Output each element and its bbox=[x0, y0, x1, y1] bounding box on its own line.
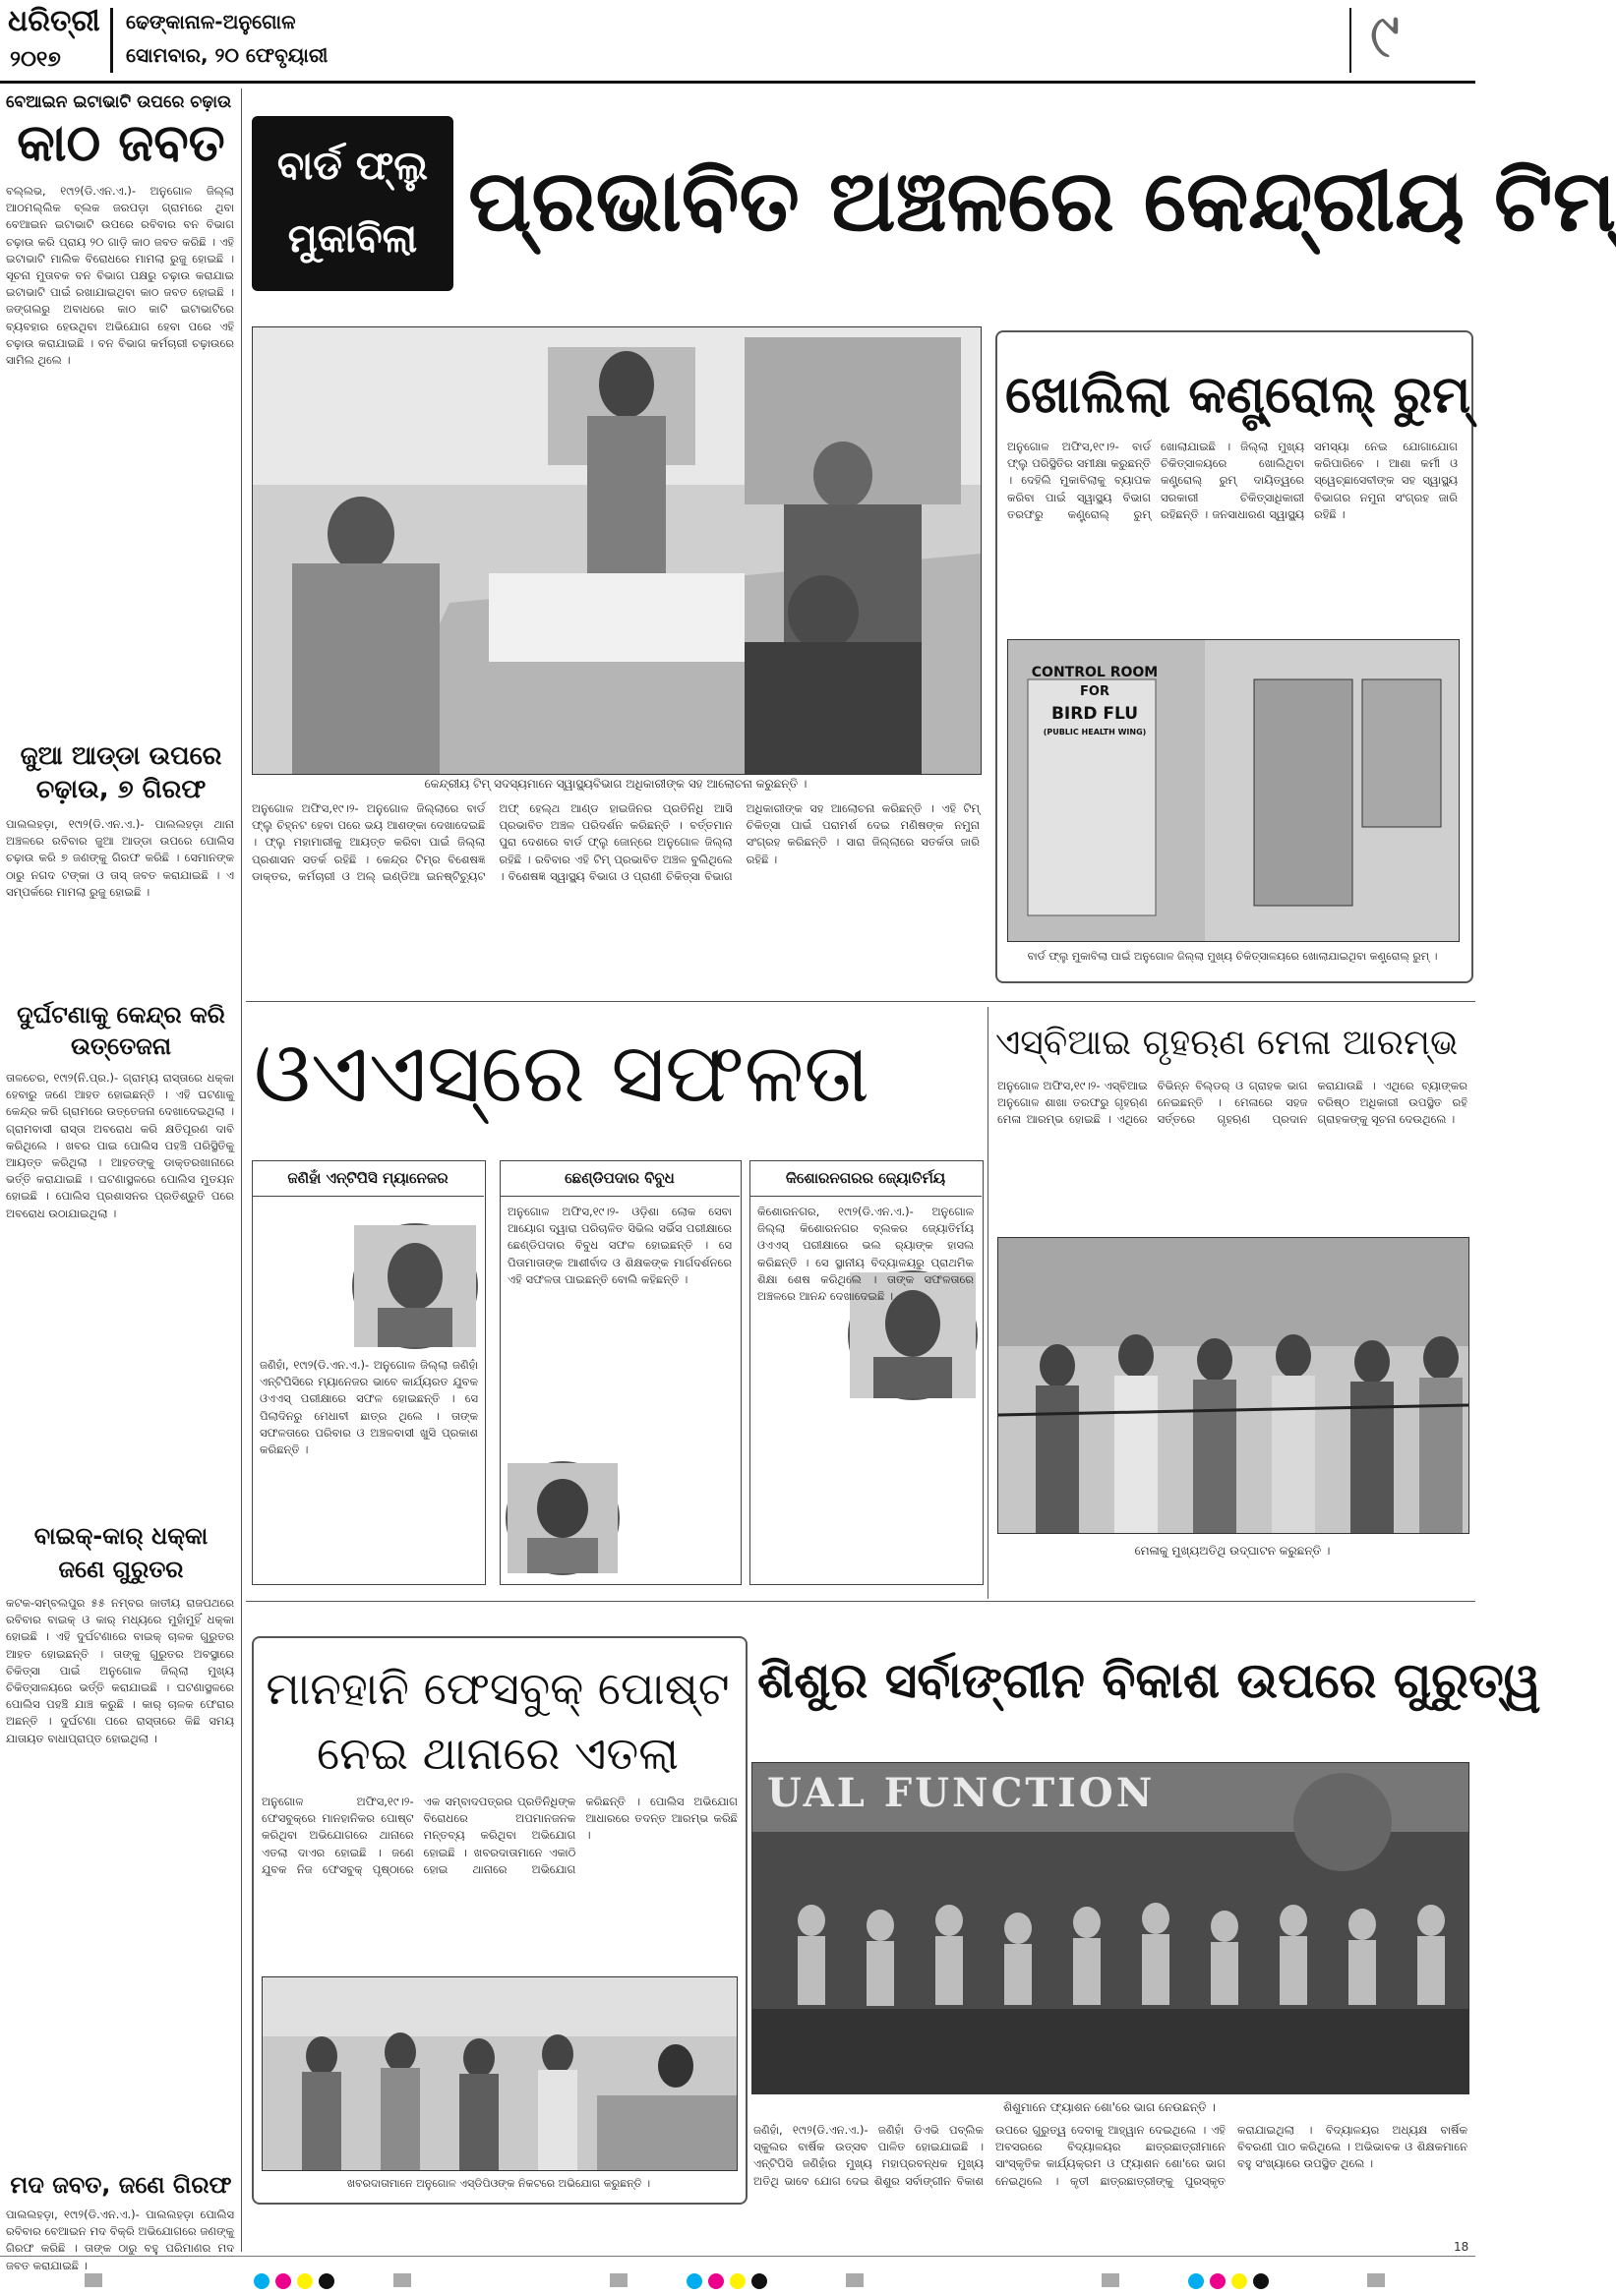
oas-headline: ଓଏଏସ୍‌ରେ ସଫଳତା bbox=[254, 1025, 870, 1121]
child-caption: ଶିଶୁମାନେ ଫ୍ୟାଶନ ଶୋ'ରେ ଭାଗ ନେଉଛନ୍ତି । bbox=[1003, 2100, 1216, 2114]
story2-headline-line2: ଚଢ଼ାଉ, ୭ ଗିରଫ bbox=[35, 775, 207, 804]
section-rule-2 bbox=[246, 1601, 1475, 1602]
magenta-dot bbox=[275, 2273, 291, 2289]
child-headline: ଶିଶୁର ସର୍ବାଙ୍ଗୀନ ବିକାଶ ଉପରେ ଗୁରୁତ୍ୱ bbox=[757, 1652, 1541, 1709]
kicker-line1: ବାର୍ଡ ଫ୍ଲୁ bbox=[276, 144, 429, 189]
profile1-portrait bbox=[352, 1223, 478, 1349]
control-room-sign-line4: (PUBLIC HEALTH WING) bbox=[1043, 728, 1147, 736]
sbi-headline: ଏସ୍‌ବିଆଇ ଗୃହଋଣ ମେଳା ଆରମ୍ଭ bbox=[995, 1023, 1459, 1063]
story2-headline-line1: ଜୁଆ ଆଡ୍ଡା ଉପରେ bbox=[20, 741, 222, 771]
sbi-body: ଅନୁଗୋଳ ଅଫିସ,୧୯।୨- ଏସ୍‌ବିଆଇ ଅନୁଗୋଳ ଶାଖା ତରଫରୁ ଗୃହଋଣ ମେଳା ଆରମ୍ଭ ହୋଇଛି । ଏଥିରେ ବିଭିନ୍ନ ବିଲ୍ଡର୍ ଓ ଗ୍ରାହକ ଭାଗ ନେଇଛନ୍ତି । ମେଳାରେ ସହଜ ସର୍ତ୍ତରେ ଗୃହଋଣ ପ୍ରଦାନ କରାଯାଉଛି । ଏଥିରେ ବ୍ୟାଙ୍କର ବରିଷ୍ଠ ଅଧିକାରୀ ଉପସ୍ଥିତ ରହି ଗ୍ରାହକଙ୍କୁ ସୂଚନା ଦେଉଥିଲେ । bbox=[997, 1079, 1467, 1127]
profile3-title: କିଶୋରନଗରର ଜ୍ୟୋତିର୍ମୟ bbox=[749, 1160, 982, 1197]
main-story-kicker bbox=[252, 116, 453, 291]
left-column bbox=[6, 87, 236, 2272]
sbi-caption: ମେଳାକୁ ମୁଖ୍ୟଅତିଥି ଉଦ୍‌ଘାଟନ କରୁଛନ୍ତି । bbox=[1134, 1544, 1331, 1558]
child-body: ଜଣିହାଁ, ୧୯ା୨(ଡି.ଏନ.ଏ.)- ଜଣିହାଁ ଡିଏଭି ପବ୍ଲିକ ସ୍କୁଲର ବାର୍ଷିକ ଉତ୍ସବ ପାଳିତ ହୋଇଯାଇଛି । ଏନ୍‌ଟିପିସି ଜଣିହାଁର ମୁଖ୍ୟ ମହାପ୍ରବନ୍ଧକ ମୁଖ୍ୟ ଅତିଥି ଭାବେ ଯୋଗ ଦେଇ ଶିଶୁର ସର୍ବାଙ୍ଗୀନ ବିକାଶ ଉପରେ ଗୁରୁତ୍ୱ ଦେବାକୁ ଆହ୍ୱାନ ଦେଇଥିଲେ । ଏହି ଅବସରରେ ବିଦ୍ୟାଳୟର ଛାତ୍ରଛାତ୍ରୀମାନେ ସାଂସ୍କୃତିକ କାର୍ଯ୍ୟକ୍ରମ ଓ ଫ୍ୟାଶନ ଶୋ'ରେ ଭାଗ ନେଇଥିଲେ । କୃତୀ ଛାତ୍ରଛାତ୍ରୀଙ୍କୁ ପୁରସ୍କୃତ କରାଯାଇଥିଲା । ବିଦ୍ୟାଳୟର ଅଧ୍ୟକ୍ଷ ବାର୍ଷିକ ବିବରଣୀ ପାଠ କରିଥିଲେ । ଅଭିଭାବକ ଓ ଶିକ୍ଷକମାନେ ବହୁ ସଂଖ୍ୟାରେ ଉପସ୍ଥିତ ଥିଲେ । bbox=[753, 2123, 1467, 2188]
story1-kicker: ବେଆଇନ ଇଟାଭାଟି ଉପରେ ଚଢ଼ାଉ bbox=[6, 92, 232, 112]
masthead-logo: ଧରିତ୍ରୀ bbox=[8, 4, 100, 38]
sbi-illustration bbox=[998, 1238, 1468, 1533]
story4-headline-line2: ଜଣେ ଗୁରୁତର bbox=[58, 1556, 184, 1583]
main-story-photo bbox=[252, 326, 982, 775]
footer-rule bbox=[0, 2256, 1475, 2257]
profile1-body: ଜଣିହାଁ, ୧୯ା୨(ଡି.ଏନ.ଏ.)- ଅନୁଗୋଳ ଜିଲ୍ଲା ଜଣିହାଁ ଏନ୍‌ଟିପିସିରେ ମ୍ୟାନେଜର ଭାବେ କାର୍ଯ୍ୟରତ ଯୁବକ ଓଏଏସ୍ ପରୀକ୍ଷାରେ ସଫଳ ହୋଇଛନ୍ତି । ସେ ପିଲାଦିନରୁ ମେଧାବୀ ଛାତ୍ର ଥିଲେ । ତାଙ୍କ ସଫଳତାରେ ପରିବାର ଓ ଅଞ୍ଚଳବାସୀ ଖୁସି ପ୍ରକାଶ କରିଛନ୍ତି । bbox=[260, 1358, 478, 1457]
story4-headline-line1: ବାଇକ୍-କାର୍ ଧକ୍କା bbox=[33, 1522, 209, 1550]
magenta-dot bbox=[708, 2273, 724, 2289]
masthead-rule bbox=[0, 81, 1475, 84]
story4-body: କଟକ-ସମ୍ବଲପୁର ୫୫ ନମ୍ବର ଜାତୀୟ ରାଜପଥରେ ରବିବାର ବାଇକ୍ ଓ କାର୍ ମଧ୍ୟରେ ମୁହାଁମୁହିଁ ଧକ୍କା ହୋଇଛି । ଏହି ଦୁର୍ଘଟଣାରେ ବାଇକ୍ ଚାଳକ ଗୁରୁତର ଆହତ ହୋଇଛନ୍ତି । ତାଙ୍କୁ ଗୁରୁତର ଅବସ୍ଥାରେ ଚିକିତ୍ସା ପାଇଁ ଅନୁଗୋଳ ଜିଲ୍ଲା ମୁଖ୍ୟ ଚିକିତ୍ସାଳୟରେ ଭର୍ତ୍ତି କରାଯାଇଛି । ଘଟଣାସ୍ଥଳରେ ପୋଲିସ ପହଞ୍ଚି ଯାଞ୍ଚ କରୁଛି । କାର୍ ଚାଳକ ଫେରାର ଅଛନ୍ତି । ଦୁର୍ଘଟଣା ପରେ ରାସ୍ତାରେ କିଛି ସମୟ ଯାତାୟତ ବାଧାପ୍ରାପ୍ତ ହୋଇଥିଲା । bbox=[6, 1596, 234, 1745]
section-rule-1 bbox=[246, 1001, 1475, 1002]
facebook-headline-line1: ମାନହାନି ଫେସବୁକ୍ ପୋଷ୍ଟ bbox=[266, 1662, 730, 1715]
story3-headline-line2: ଉତ୍ତେଜନା bbox=[70, 1032, 172, 1060]
main-photo-illustration bbox=[253, 327, 981, 774]
profile1-face bbox=[354, 1225, 476, 1347]
facebook-body: ଅନୁଗୋଳ ଅଫିସ,୧୯।୨- ଫେସବୁକ୍‌ରେ ମାନହାନିକର ପୋଷ୍ଟ କରିଥିବା ଅଭିଯୋଗରେ ଥାନାରେ ଏତଲା ଦାଏର ହୋଇଛି । ଜଣେ ଯୁବକ ନିଜ ଫେସବୁକ୍ ପୃଷ୍ଠାରେ ଏକ ସମ୍ବାଦପତ୍ରର ପ୍ରତିନିଧିଙ୍କ ବିରୋଧରେ ଅପମାନଜନକ ମନ୍ତବ୍ୟ କରିଥିବା ଅଭିଯୋଗ ହୋଇଛି । ଖବରଦାତାମାନେ ଏକାଠି ହୋଇ ଥାନାରେ ଅଭିଯୋଗ କରିଛନ୍ତି । ପୋଲିସ ଅଭିଯୋଗ ଆଧାରରେ ତଦନ୍ତ ଆରମ୍ଭ କରିଛି । bbox=[262, 1795, 738, 1876]
facebook-illustration bbox=[263, 1977, 737, 2170]
black-dot bbox=[319, 2273, 334, 2289]
profile1-title: ଜଣିହାଁ ଏନ୍‌ଟିପିସି ମ୍ୟାନେଜର bbox=[252, 1160, 484, 1197]
story3-body: ତାଳଚେର, ୧୯ା୨(ନି.ପ୍ର.)- ଗ୍ରାମ୍ୟ ରାସ୍ତାରେ ଧକ୍କା ହେବାରୁ ଜଣେ ଆହତ ହୋଇଛନ୍ତି । ଏହି ଘଟଣାକୁ କେନ୍ଦ୍ର କରି ଗ୍ରାମରେ ଉତ୍ତେଜନା ଦେଖାଦେଇଥିଲା । ଗ୍ରାମବାସୀ ରାସ୍ତା ଅବରୋଧ କରି କ୍ଷତିପୂରଣ ଦାବି କରିଥିଲେ । ଖବର ପାଇ ପୋଲିସ ପହଞ୍ଚି ପରିସ୍ଥିତିକୁ ଆୟତ୍ତ କରିଥିଲା । ଆହତଙ୍କୁ ଡାକ୍ତରଖାନାରେ ଭର୍ତ୍ତି କରାଯାଇଛି । ଘଟଣାସ୍ଥଳରେ ପୋଲିସ ମୁତୟନ ହୋଇଛି । ପୋଲିସ ପ୍ରଶାସନର ପ୍ରତିଶ୍ରୁତି ପରେ ଅବରୋଧ ଉଠାଯାଇଥିଲା । bbox=[6, 1071, 234, 1220]
story3-headline-line1: ଦୁର୍ଘଟଣାକୁ କେନ୍ଦ୍ର କରି bbox=[17, 1001, 225, 1029]
masthead-year: ୨୦୧୭ bbox=[10, 47, 61, 72]
masthead-date: ସୋମବାର, ୨୦ ଫେବୃୟାରୀ bbox=[126, 43, 329, 67]
story1-body: ବଲ୍ଲଭ, ୧୯ା୨(ଡି.ଏନ.ଏ.)- ଅନୁଗୋଳ ଜିଲ୍ଲା ଆଠମଲ୍ଲିକ ବ୍ଲକ ଜରପଡ଼ା ଗ୍ରାମରେ ଥିବା ବେଆଇନ ଇଟାଭାଟି ଉପରେ ରବିବାର ବନ ବିଭାଗ ଚଢ଼ାଉ କରି ପ୍ରାୟ ୨୦ ଗାଡ଼ି କାଠ ଜବତ କରିଛି । ଏହି ଇଟାଭାଟି ମାଲିକ ବିରୋଧରେ ମାମଲା ରୁଜୁ ହୋଇଛି । ସୂଚନା ମୁତାବକ ବନ ବିଭାଗ ପକ୍ଷରୁ ଚଢ଼ାଉ କରାଯାଇ ଇଟାଭାଟି ପାଇଁ ରଖାଯାଇଥିବା କାଠ ଜବତ ହୋଇଛି । ଜଙ୍ଗଲରୁ ଅବାଧରେ କାଠ କାଟି ଇଟାଭାଟିରେ ବ୍ୟବହାର ହେଉଥିବା ଅଭିଯୋଗ ହେବା ପରେ ଏହି ଚଢ଼ାଉ କରାଯାଇଛି । ବନ ବିଭାଗ କର୍ମଚାରୀ ଚଢ଼ାଉରେ ସାମିଲ ଥିଲେ । bbox=[6, 184, 234, 368]
masthead-edition: ଢେଙ୍କାନାଳ-ଅନୁଗୋଳ bbox=[126, 10, 296, 33]
facebook-headline-line2: ନେଇ ଥାନାରେ ଏତଲା bbox=[316, 1727, 680, 1780]
story2-body: ପାଲଲହଡ଼ା, ୧୯ା୨(ଡି.ଏନ.ଏ.)- ପାଲଲହଡ଼ା ଥାନା ଅଞ୍ଚଳରେ ରବିବାର ଜୁଆ ଆଡ୍ଡା ଉପରେ ପୋଲିସ ଚଢ଼ାଉ କରି ୭ ଜଣଙ୍କୁ ଗିରଫ କରିଛି । ସେମାନଙ୍କ ଠାରୁ ନଗଦ ଟଙ୍କା ଓ ତାସ୍ ଜବତ କରାଯାଇଛି । ଏ ସମ୍ପର୍କରେ ମାମଲା ରୁଜୁ ହୋଇଛି । bbox=[6, 817, 234, 899]
profile2-body: ଅନୁଗୋଳ ଅଫିସ,୧୯।୨- ଓଡ଼ିଶା ଲୋକ ସେବା ଆୟୋଗ ଦ୍ୱାରା ପରିଚାଳିତ ସିଭିଲ ସର୍ଭିସ ପରୀକ୍ଷାରେ ଛେଣ୍ଡିପଦାର ବିବୁଧ ସଫଳ ହୋଇଛନ୍ତି । ସେ ପିତାମାତାଙ୍କ ଆଶୀର୍ବାଦ ଓ ଶିକ୍ଷକଙ୍କ ମାର୍ଗଦର୍ଶନରେ ଏହି ସଫଳତା ପାଇଛନ୍ତି ବୋଲି କହିଛନ୍ତି । bbox=[508, 1205, 732, 1286]
yellow-dot bbox=[1231, 2273, 1247, 2289]
registration-bar bbox=[85, 2273, 102, 2287]
child-banner-text: UAL FUNCTION bbox=[767, 1770, 1156, 1816]
magenta-dot bbox=[1210, 2273, 1226, 2289]
main-photo-caption: କେନ୍ଦ୍ରୀୟ ଟିମ୍ ସଦସ୍ୟମାନେ ସ୍ୱାସ୍ଥ୍ୟବିଭାଗ ଅଧିକାରୀଙ୍କ ସହ ଆଲୋଚନା କରୁଛନ୍ତି । bbox=[424, 777, 808, 791]
profile3-body: କିଶୋରନଗର, ୧୯ା୨(ଡି.ଏନ.ଏ.)- ଅନୁଗୋଳ ଜିଲ୍ଲା କିଶୋରନଗର ବ୍ଲକର ଜ୍ୟୋତିର୍ମୟ ଓଏଏସ୍ ପରୀକ୍ଷାରେ ଭଲ ର‍୍ୟାଙ୍କ ହାସଲ କରିଛନ୍ତି । ସେ ସ୍ଥାନୀୟ ବିଦ୍ୟାଳୟରୁ ପ୍ରାଥମିକ ଶିକ୍ଷା ଶେଷ କରିଥିଲେ । ତାଙ୍କ ସଫଳତାରେ ଅଞ୍ଚଳରେ ଆନନ୍ଦ ଦେଖାଦେଇଛି । bbox=[757, 1205, 974, 1304]
masthead-divider bbox=[110, 8, 113, 73]
profile2-title: ଛେଣ୍ଡିପଦାର ବିବୁଧ bbox=[500, 1160, 740, 1197]
masthead bbox=[0, 0, 1475, 81]
profile2-portrait bbox=[506, 1461, 620, 1575]
control-room-headline: ଖୋଲିଲା କଣ୍ଟ୍ରୋଲ୍ ରୁମ୍ bbox=[1005, 366, 1471, 425]
story5-headline: ମଦ ଜବତ, ଜଣେ ଗିରଫ bbox=[10, 2171, 232, 2199]
footer-page-number: 18 bbox=[1454, 2240, 1469, 2254]
registration-bar bbox=[610, 2273, 628, 2287]
control-room-body: ଅନୁଗୋଳ ଅଫିସ,୧୯।୨- ବାର୍ଡ ଫ୍ଲୁ ପରିସ୍ଥିତିର ସମୀକ୍ଷା କରୁଛନ୍ତି । ଦେହିଲି ମୁକାବିଲାକୁ ବ୍ୟାପକ କରିବା ପାଇଁ ସ୍ୱାସ୍ଥ୍ୟ ବିଭାଗ ତରଫରୁ କଣ୍ଟ୍ରୋଲ୍ ରୁମ୍ ଖୋଲାଯାଇଛି । ଜିଲ୍ଲା ମୁଖ୍ୟ ଚିକିତ୍ସାଳୟରେ ଖୋଲିଥିବା କଣ୍ଟ୍ରୋଲ୍ ରୁମ୍ ଦାୟିତ୍ୱରେ ସରକାରୀ ଚିକିତ୍ସାଧିକାରୀ ରହିଛନ୍ତି । ଜନସାଧାରଣ ସ୍ୱାସ୍ଥ୍ୟ ସମସ୍ୟା ନେଇ ଯୋଗାଯୋଗ କରିପାରିବେ । ଆଶା କର୍ମୀ ଓ ସ୍ୱେଚ୍ଛାସେବୀଙ୍କ ସହ ସ୍ୱାସ୍ଥ୍ୟ ବିଭାଗର ନମୁନା ସଂଗ୍ରହ ଜାରି ରହିଛି । bbox=[1007, 440, 1458, 521]
kicker-line2: ମୁକାବିଲା bbox=[287, 216, 418, 262]
black-dot bbox=[1253, 2273, 1269, 2289]
main-story-body: ଅନୁଗୋଳ ଅଫିସ,୧୯।୨- ଅନୁଗୋଳ ଜିଲ୍ଲାରେ ବାର୍ଡ ଫ୍ଲୁ ଚିହ୍ନଟ ହେବା ପରେ ଭୟ ଆଶଙ୍କା ଦେଖାଦେଇଛି । ଫ୍ଲୁ ମହାମାରୀକୁ ଆୟତ୍ତ କରିବା ପାଇଁ ଜିଲ୍ଲା ପ୍ରଶାସନ ସତର୍କ ରହିଛି । କେନ୍ଦ୍ର ଟିମ୍‌ର ବିଶେଷଜ୍ଞ ଡାକ୍ତର, କର୍ମଚାରୀ ଓ ଅଲ୍ ଇଣ୍ଡିଆ ଇନଷ୍ଟିଚ୍ୟୁଟ ଅଫ୍ ହେଲ୍ଥ ଆଣ୍ଡ ହାଇଜିନର ପ୍ରତିନିଧି ଆସି ପ୍ରଭାବିତ ଅଞ୍ଚଳ ପରିଦର୍ଶନ କରିଛନ୍ତି । ବର୍ତ୍ତମାନ ପୁରା ଦେଶରେ ବାର୍ଡ ଫ୍ଲୁ ଜୋନ୍‌ରେ ଅନୁଗୋଳ ଜିଲ୍ଲା ରହିଛି । ରବିବାର ଏହି ଟିମ୍ ପ୍ରଭାବିତ ଅଞ୍ଚଳ ବୁଲିଥିଲେ । ବିଶେଷଜ୍ଞ ସ୍ୱାସ୍ଥ୍ୟ ବିଭାଗ ଓ ପ୍ରାଣୀ ଚିକିତ୍ସା ବିଭାଗ ଅଧିକାରୀଙ୍କ ସହ ଆଲୋଚନା କରିଛନ୍ତି । ଏହି ଟିମ୍ ଚିକିତ୍ସା ପାଇଁ ପରାମର୍ଶ ଦେଇ ମଣିଷଙ୍କ ନମୁନା ସଂଗ୍ରହ କରିଛନ୍ତି । ସାରା ଜିଲ୍ଲାରେ ସତର୍କତା ଜାରି ରହିଛି । bbox=[252, 801, 980, 883]
masthead-divider-right bbox=[1349, 8, 1351, 73]
registration-bar bbox=[393, 2273, 411, 2287]
yellow-dot bbox=[297, 2273, 313, 2289]
control-room-sign-line1: CONTROL ROOM bbox=[1031, 665, 1159, 680]
story5-body: ପାଲଲହଡ଼ା, ୧୯ା୨(ଡି.ଏନ.ଏ.)- ପାଲଲହଡ଼ା ପୋଲିସ ରବିବାର ବେଆଇନ ମଦ ବିକ୍ରି ଅଭିଯୋଗରେ ଜଣଙ୍କୁ ଗିରଫ କରିଛି । ତାଙ୍କ ଠାରୁ ବହୁ ପରିମାଣର ମଦ ଜବତ କରାଯାଇଛି । bbox=[6, 2208, 234, 2272]
facebook-caption: ଖବରଦାତାମାନେ ଅନୁଗୋଳ ଏସ୍‌ଡିପିଓଙ୍କ ନିକଟରେ ଅଭିଯୋଗ କରୁଛନ୍ତି । bbox=[346, 2177, 651, 2190]
registration-bar bbox=[846, 2273, 864, 2287]
left-column-rule bbox=[241, 88, 242, 2252]
story1-headline: କାଠ ଜବତ bbox=[17, 114, 225, 173]
control-room-sign-line3: BIRD FLU bbox=[1050, 704, 1139, 724]
control-room-caption: ବାର୍ଡ ଫ୍ଲୁ ମୁକାବିଲା ପାଇଁ ଅନୁଗୋଳ ଜିଲ୍ଲା ମୁଖ୍ୟ ଚିକିତ୍ସାଳୟରେ ଖୋଲାଯାଇଥିବା କଣ୍ଟ୍ରୋଲ୍ ରୁମ୍ । bbox=[1027, 950, 1438, 963]
page-number: ୯ bbox=[1369, 0, 1401, 73]
cyan-dot bbox=[1188, 2273, 1204, 2289]
black-dot bbox=[751, 2273, 767, 2289]
facebook-photo bbox=[262, 1976, 738, 2171]
registration-bar bbox=[1102, 2273, 1119, 2287]
cyan-dot bbox=[254, 2273, 269, 2289]
yellow-dot bbox=[730, 2273, 746, 2289]
control-room-sign-line2: FOR bbox=[1080, 684, 1109, 699]
registration-bar bbox=[1367, 2273, 1385, 2287]
main-headline: ପ୍ରଭାବିତ ଅଞ୍ଚଳରେ କେନ୍ଦ୍ରୀୟ ଟିମ୍ bbox=[468, 152, 1616, 251]
sbi-photo bbox=[997, 1237, 1469, 1534]
profile2-face bbox=[508, 1463, 618, 1573]
cyan-dot bbox=[687, 2273, 702, 2289]
